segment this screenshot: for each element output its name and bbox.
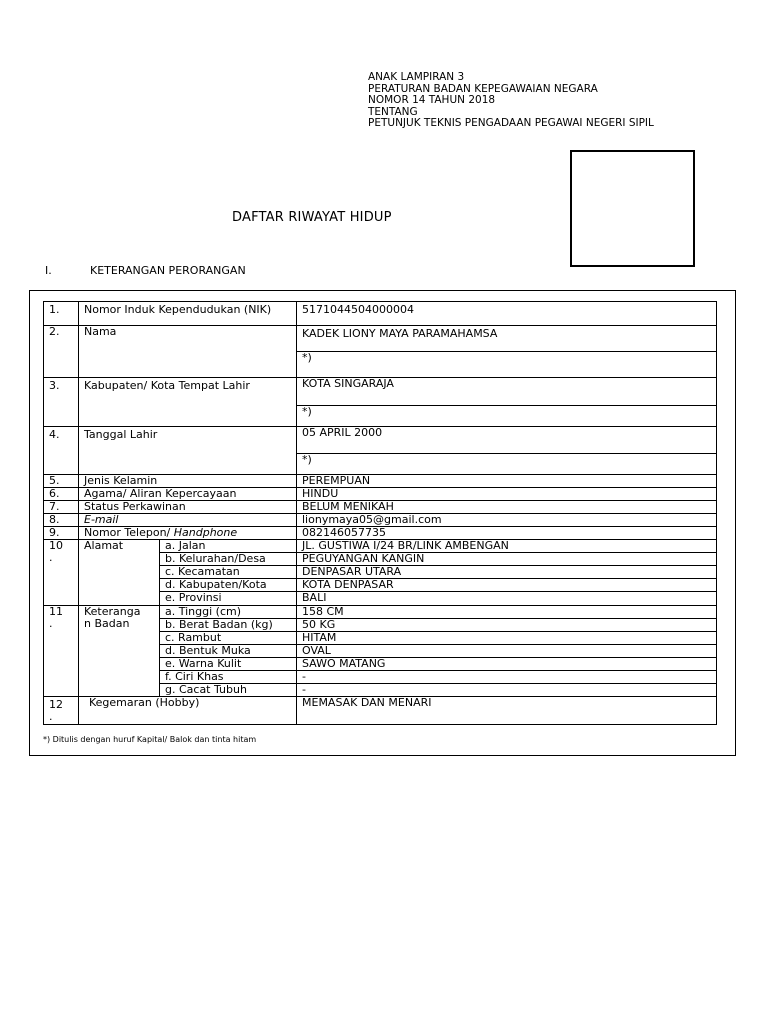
field-label-jenis-kelamin: Jenis Kelamin (79, 475, 297, 488)
header-line-5: PETUNJUK TEKNIS PENGADAAN PEGAWAI NEGERI SIPIL (368, 117, 654, 129)
field-label-nik: Nomor Induk Kependudukan (NIK) (79, 302, 297, 326)
table-row (44, 302, 717, 326)
table-row (44, 606, 717, 619)
row-number: 11 . (44, 606, 79, 697)
table-row (44, 527, 717, 540)
sub-label: b. Berat Badan (kg) (160, 619, 297, 632)
section-title: KETERANGAN PERORANGAN (90, 264, 246, 277)
photo-box (570, 150, 695, 267)
sub-value: PEGUYANGAN KANGIN (297, 553, 717, 566)
attachment-header (368, 72, 654, 130)
sub-value: - (297, 684, 717, 697)
sub-label: a. Jalan (160, 540, 297, 553)
table-row (44, 378, 717, 406)
sub-value: JL. GUSTIWA I/24 BR/LINK AMBENGAN (297, 540, 717, 553)
telepon-label-text: Nomor Telepon/ (84, 526, 174, 539)
field-value-agama: HINDU (297, 488, 717, 501)
row-number: 6. (44, 488, 79, 501)
field-value-telepon: 082146057735 (297, 527, 717, 540)
note-mark: *) (297, 406, 717, 427)
row-number: 10 . (44, 540, 79, 606)
sub-label: a. Tinggi (cm) (160, 606, 297, 619)
table-row (44, 514, 717, 527)
field-label-hobby: Kegemaran (Hobby) (79, 697, 297, 725)
table-row (44, 427, 717, 454)
field-value-email: lionymaya05@gmail.com (297, 514, 717, 527)
sub-label: c. Rambut (160, 632, 297, 645)
field-label-tanggal-lahir: Tanggal Lahir (79, 427, 297, 475)
sub-value: BALI (297, 592, 717, 606)
sub-value: KOTA DENPASAR (297, 579, 717, 592)
row-number: 5. (44, 475, 79, 488)
document-title: DAFTAR RIWAYAT HIDUP (232, 210, 392, 225)
sub-label: c. Kecamatan (160, 566, 297, 579)
field-label-tempat-lahir: Kabupaten/ Kota Tempat Lahir (79, 378, 297, 427)
row-number: 4. (44, 427, 79, 475)
field-value-jenis-kelamin: PEREMPUAN (297, 475, 717, 488)
sub-value: - (297, 671, 717, 684)
table-row (44, 501, 717, 514)
field-label-keterangan-badan: Keteranga n Badan (79, 606, 160, 697)
header-line-1: ANAK LAMPIRAN 3 (368, 71, 465, 83)
sub-label: b. Kelurahan/Desa (160, 553, 297, 566)
sub-label: d. Bentuk Muka (160, 645, 297, 658)
header-line-2: PERATURAN BADAN KEPEGAWAIAN NEGARA (368, 82, 598, 95)
note-mark: *) (297, 352, 717, 378)
field-label-alamat: Alamat (79, 540, 160, 606)
field-value-tempat-lahir: KOTA SINGARAJA (297, 378, 717, 406)
row-number: 2. (44, 326, 79, 378)
note-mark: *) (297, 454, 717, 475)
footnote: *) Ditulis dengan huruf Kapital/ Balok dan tinta hitam (43, 735, 257, 744)
sub-value: 50 KG (297, 619, 717, 632)
sub-label: g. Cacat Tubuh (160, 684, 297, 697)
field-value-status: BELUM MENIKAH (297, 501, 717, 514)
row-number: 9. (44, 527, 79, 540)
table-row (44, 475, 717, 488)
field-label-agama: Agama/ Aliran Kepercayaan (79, 488, 297, 501)
handphone-label-text: Handphone (173, 526, 238, 539)
header-line-3: NOMOR 14 TAHUN 2018 (368, 94, 496, 106)
field-label-email: E-mail (79, 514, 297, 527)
sub-label: f. Ciri Khas (160, 671, 297, 684)
sub-value: HITAM (297, 632, 717, 645)
sub-label: e. Warna Kulit (160, 658, 297, 671)
sub-label: d. Kabupaten/Kota (160, 579, 297, 592)
sub-value: SAWO MATANG (297, 658, 717, 671)
personal-info-table (43, 301, 717, 725)
field-value-hobby: MEMASAK DAN MENARI (297, 697, 717, 725)
field-value-tanggal-lahir: 05 APRIL 2000 (297, 427, 717, 454)
sub-label: e. Provinsi (160, 592, 297, 606)
field-value-nik: 5171044504000004 (297, 302, 717, 326)
field-label-nama: Nama (79, 326, 297, 378)
header-line-4: TENTANG (368, 105, 418, 118)
table-row (44, 488, 717, 501)
field-label-status: Status Perkawinan (79, 501, 297, 514)
sub-value: 158 CM (297, 606, 717, 619)
row-number: 8. (44, 514, 79, 527)
row-number: 12 . (44, 697, 79, 725)
field-label-telepon (79, 527, 297, 540)
field-value-nama: KADEK LIONY MAYA PARAMAHAMSA (297, 326, 717, 352)
row-number: 1. (44, 302, 79, 326)
table-row (44, 540, 717, 553)
sub-value: DENPASAR UTARA (297, 566, 717, 579)
section-number: I. (45, 264, 52, 277)
table-row (44, 697, 717, 725)
row-number: 3. (44, 378, 79, 427)
table-row (44, 326, 717, 352)
sub-value: OVAL (297, 645, 717, 658)
row-number: 7. (44, 501, 79, 514)
